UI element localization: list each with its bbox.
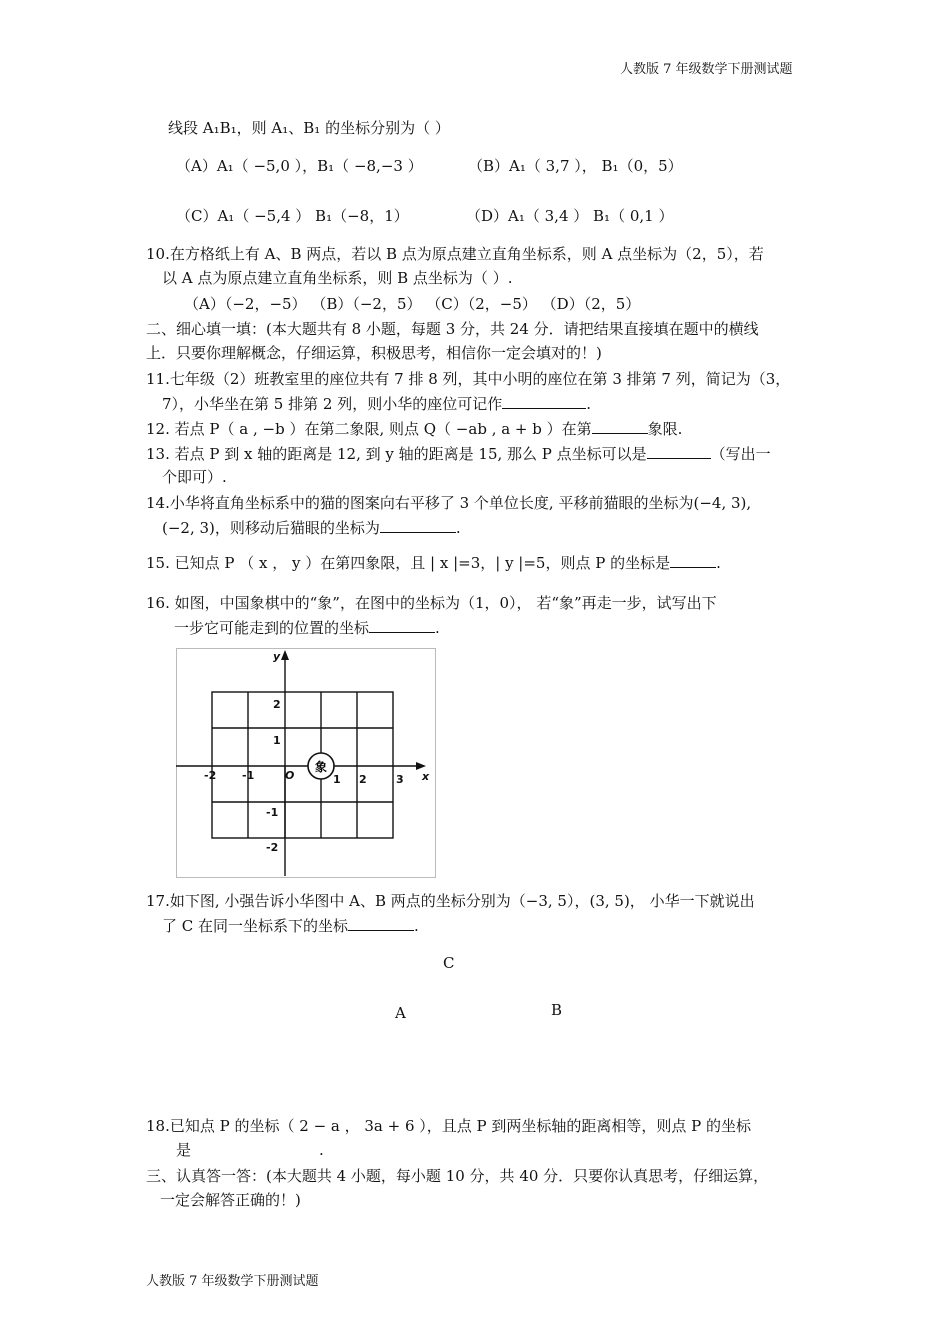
- q14-line2: (−2, 3)，则移动后猫眼的坐标为 .: [162, 519, 461, 537]
- q12: 12. 若点 P（ a , −b ）在第二象限, 则点 Q（ −ab , a + b ）在第 象限.: [146, 420, 683, 438]
- q9-option-d: （D）A₁（ 3,4 ） B₁（ 0,1 ）: [466, 207, 674, 225]
- q9-option-a: （A）A₁（ −5,0 ），B₁（ −8,−3 ）: [176, 157, 423, 175]
- q9-option-c: （C）A₁（ −5,4 ） B₁（−8，1）: [176, 207, 409, 225]
- page-footer: 人教版 7 年级数学下册测试题: [146, 1274, 319, 1289]
- chess-grid-svg: [176, 648, 434, 876]
- y-tick-1: 1: [273, 734, 281, 747]
- section3-note: 一定会解答正确的！): [160, 1191, 301, 1209]
- q13-line1: 13. 若点 P 到 x 轴的距离是 12, 到 y 轴的距离是 15, 那么 P 点坐标可以是 （写出一: [146, 445, 771, 463]
- elephant-piece-label: 象: [314, 760, 328, 774]
- q18-line1: 18.已知点 P 的坐标（ 2 − a ， 3a + 6 ），且点 P 到两坐标轴的距离相等，则点 P 的坐标: [146, 1117, 752, 1135]
- q15-answer-blank[interactable]: [670, 552, 716, 568]
- q15: 15. 已知点 P （ x ， y ）在第四象限，且 | x |=3，| y |=5，则点 P 的坐标是 .: [146, 554, 721, 572]
- q16-line1: 16. 如图，中国象棋中的“象”，在图中的坐标为（1，0）， 若“象”再走一步，试写出下: [146, 594, 717, 612]
- page-header: 人教版 7 年级数学下册测试题: [620, 62, 793, 77]
- x-axis-label: x: [422, 770, 430, 783]
- point-b-label: B: [551, 1001, 563, 1019]
- y-tick-2: 2: [273, 698, 281, 711]
- q11-line1: 11.七年级（2）班教室里的座位共有 7 排 8 列，其中小明的座位在第 3 排第 7 列，简记为（3，: [146, 370, 791, 388]
- q16-line2: 一步它可能走到的位置的坐标 .: [174, 619, 440, 637]
- x-tick-neg1: -1: [242, 769, 255, 782]
- q10-options: （A）（−2，−5） （B）（−2，5） （C）（2，−5） （D）（2，5）: [184, 295, 641, 313]
- q13-answer-blank[interactable]: [647, 443, 711, 459]
- q18-line2: 是 .: [176, 1141, 324, 1159]
- section3-title: 三、认真答一答：(本大题共 4 小题，每小题 10 分，共 40 分．只要你认真思考，仔细运算，: [146, 1167, 769, 1185]
- point-a-label: A: [395, 1004, 406, 1022]
- y-tick-neg2: -2: [266, 841, 279, 854]
- x-tick-neg2: -2: [204, 769, 217, 782]
- q11-line2: 7），小华坐在第 5 排第 2 列，则小华的座位可记作 .: [162, 395, 591, 413]
- q13-line2: 个即可）.: [162, 468, 227, 486]
- q14-answer-blank[interactable]: [380, 517, 456, 533]
- q17-answer-blank[interactable]: [348, 915, 414, 931]
- x-tick-3: 3: [396, 773, 404, 786]
- q10-line2: 以 A 点为原点建立直角坐标系，则 B 点坐标为（ ）.: [162, 269, 513, 287]
- q17-line1: 17.如下图, 小强告诉小华图中 A、B 两点的坐标分别为（−3, 5），(3, 5)， 小华一下就说出: [146, 892, 755, 910]
- q9-stem: 线段 A₁B₁，则 A₁、B₁ 的坐标分别为（ ）: [168, 119, 450, 137]
- section2-title: 二、细心填一填：(本大题共有 8 小题，每题 3 分，共 24 分．请把结果直接填在题中的横线: [146, 320, 759, 338]
- y-axis-label: y: [273, 650, 281, 663]
- q11-answer-blank[interactable]: [502, 393, 586, 409]
- x-tick-1: 1: [333, 773, 341, 786]
- q10-line1: 10.在方格纸上有 A、B 两点，若以 B 点为原点建立直角坐标系，则 A 点坐标为（2，5），若: [146, 245, 764, 263]
- origin-label: O: [285, 769, 295, 782]
- q17-line2: 了 C 在同一坐标系下的坐标 .: [162, 917, 419, 935]
- q16-answer-blank[interactable]: [369, 617, 435, 633]
- section2-note: 上．只要你理解概念，仔细运算，积极思考，相信你一定会填对的！): [146, 344, 602, 362]
- q12-answer-blank[interactable]: [592, 418, 648, 434]
- q9-option-b: （B）A₁（ 3,7 ）， B₁（0，5）: [468, 157, 683, 175]
- point-c-label: C: [443, 954, 455, 972]
- y-tick-neg1: -1: [266, 806, 279, 819]
- x-tick-2: 2: [359, 773, 367, 786]
- q14-line1: 14.小华将直角坐标系中的猫的图案向右平移了 3 个单位长度, 平移前猫眼的坐标为(−4, 3),: [146, 494, 752, 512]
